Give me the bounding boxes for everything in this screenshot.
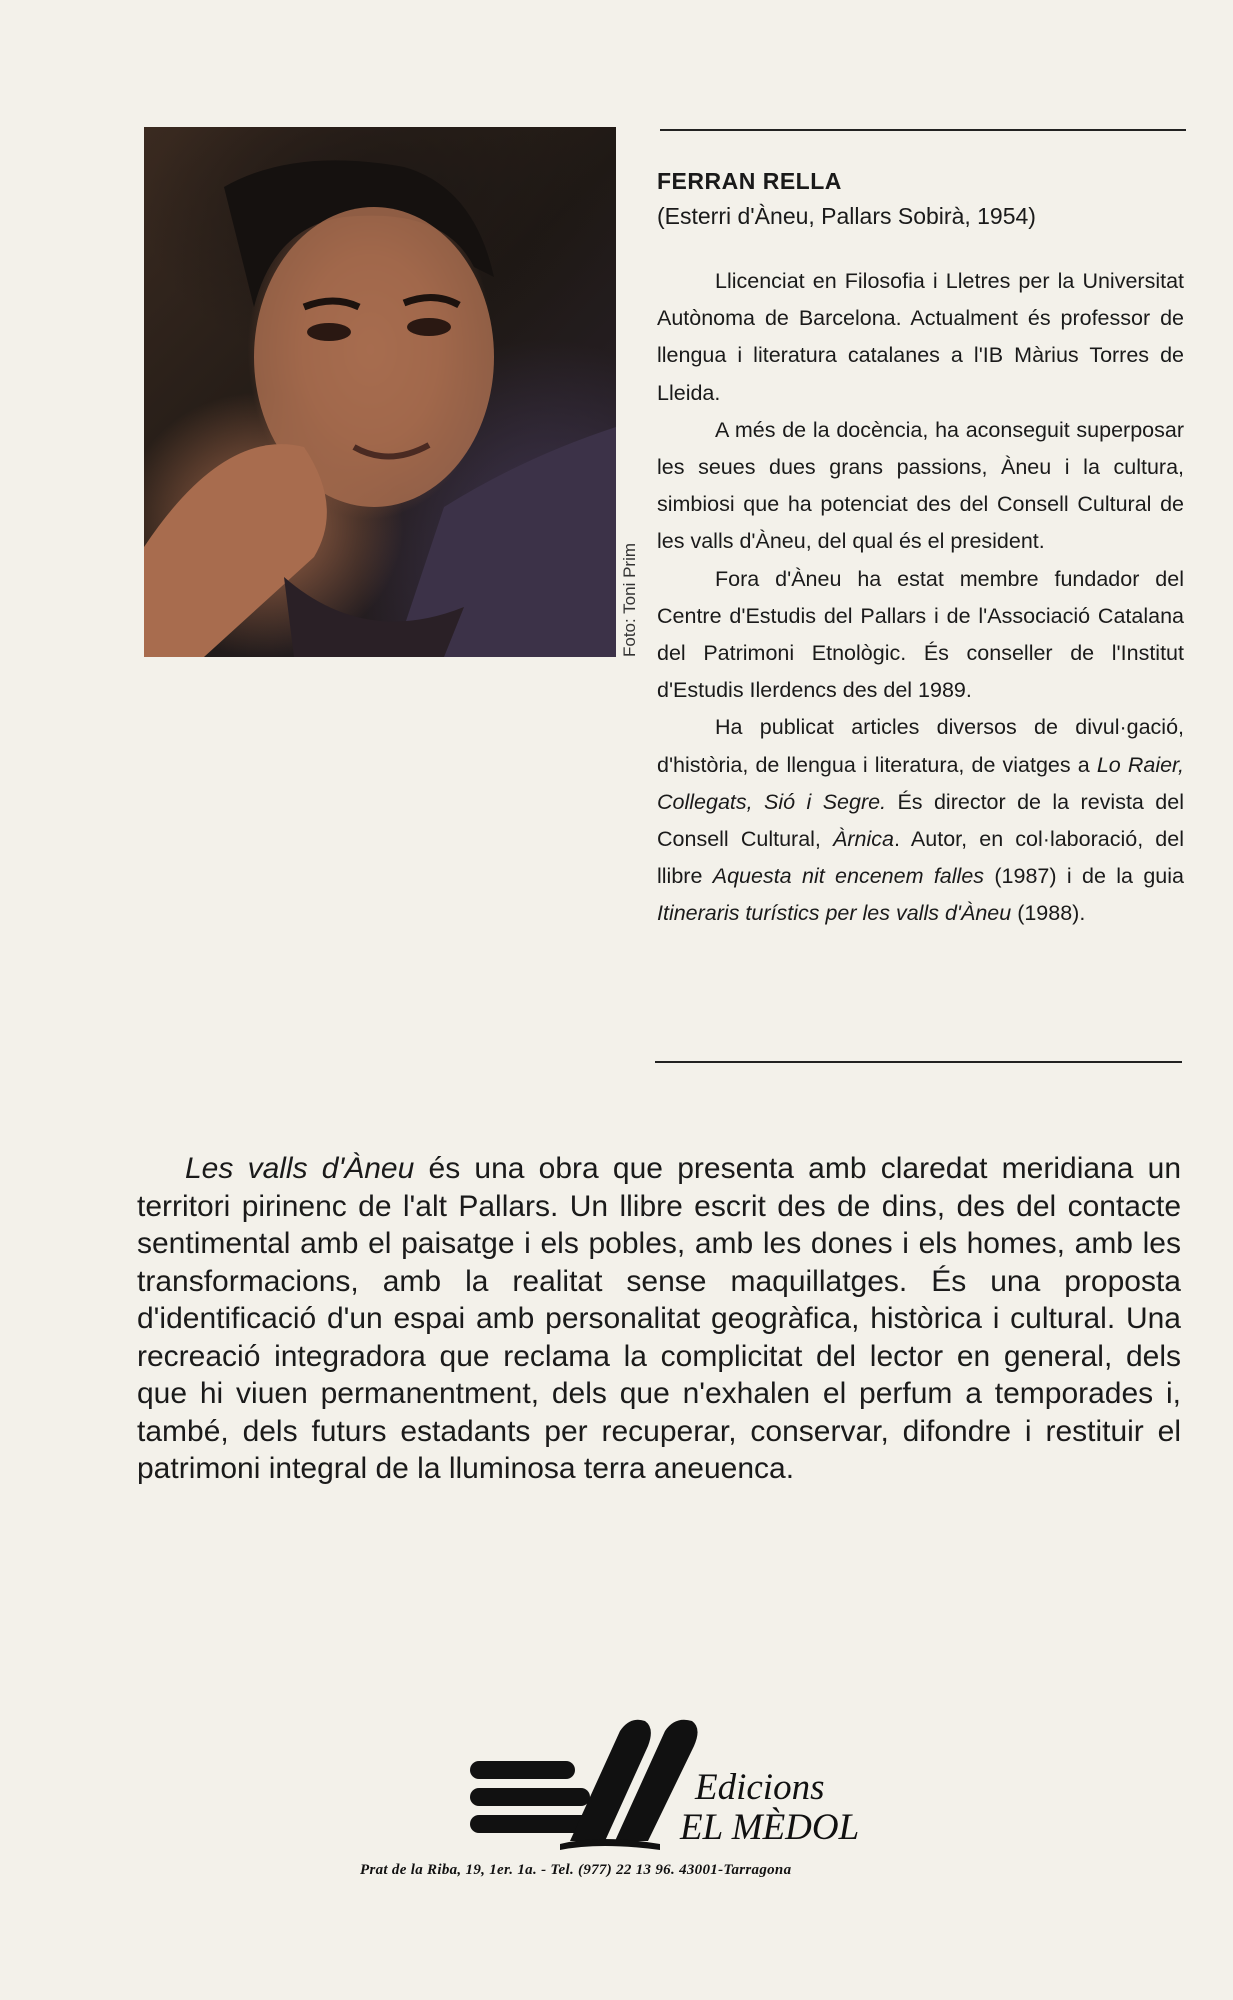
bio-paragraph: Llicenciat en Filosofia i Lletres per la Universitat Autònoma de Barcelona. Actualment és professor de llengua i literatura catalanes a l'IB Màrius Torres de Lleida. [657,269,1184,405]
author-photo [144,127,616,657]
bio-paragraph: A més de la docència, ha aconseguit superposar les seues dues grans passions, Àneu i la cultura, simbiosi que ha potenciat des del Consell Cultural de les valls d'Àneu, del qual és el president. [657,417,1184,554]
author-origin: (Esterri d'Àneu, Pallars Sobirà, 1954) [657,203,1036,229]
bio-text-segment: . Autor, en col·laboració, del llibre [657,827,1184,889]
guide-title: Itineraris turístics per les valls d'Àneu [657,901,1012,926]
magazine-titles: Lo Raier, Collegats, Sió i Segre. [657,752,1184,814]
publisher-name-line1: Edicions [695,1767,825,1808]
portrait-illustration [144,127,616,657]
bio-text-segment: És director de la revista del Consell Cultural, [657,789,1184,852]
blurb-text: és una obra que presenta amb claredat meridiana un territori pirinenc de l'alt Pallars. Un llibre escrit des de dins, des del contacte sentimental amb el paisatge i els pobles, amb les dones i els homes, amb les transformacions, amb la realitat sense maquillatges. És una proposta d'identificació d'un espai amb personalitat geogràfica, històrica i cultural. Una recreació integradora que reclama la complicitat del lector en general, dels que hi viuen permanentment, dels que n'exhalen el perfum a temporades i, també, dels futurs estadants per recuperar, conservar, difondre i restituir el patrimoni integral de la lluminosa terra aneuenca. [137,1152,1181,1485]
bio-text-segment: (1987) i de la guia [984,864,1184,889]
book-blurb [137,1150,1181,1488]
bio-paragraph: Fora d'Àneu ha estat membre fundador del Centre d'Estudis del Pallars i de l'Associació Catalana del Patrimoni Etnològic. És conseller de l'Institut d'Estudis Ilerdencs des del 1989. [657,566,1184,703]
bio-text-segment: Ha publicat articles diversos de divul·gació, d'història, de llengua i literatura, de viatges a [657,715,1184,777]
photo-credit: Foto: Toni Prim [620,542,639,657]
publisher-address: Prat de la Riba, 19, 1er. 1a. - Tel. (977) 22 13 96. 43001-Tarragona [360,1862,792,1878]
author-name: FERRAN RELLA [657,168,842,194]
publisher-name-line2: EL MÈDOL [680,1807,860,1848]
author-bio [657,168,1184,933]
book-title: Les valls d'Àneu [185,1152,415,1185]
top-divider [660,129,1186,131]
bottom-divider [655,1061,1182,1063]
book-title: Aquesta nit encenem falles [712,864,985,889]
bio-text-segment: (1988). [1011,901,1086,926]
magazine-title: Àrnica [833,827,894,852]
bio-paragraph-publications [657,709,1184,932]
bio-text [657,263,1184,933]
